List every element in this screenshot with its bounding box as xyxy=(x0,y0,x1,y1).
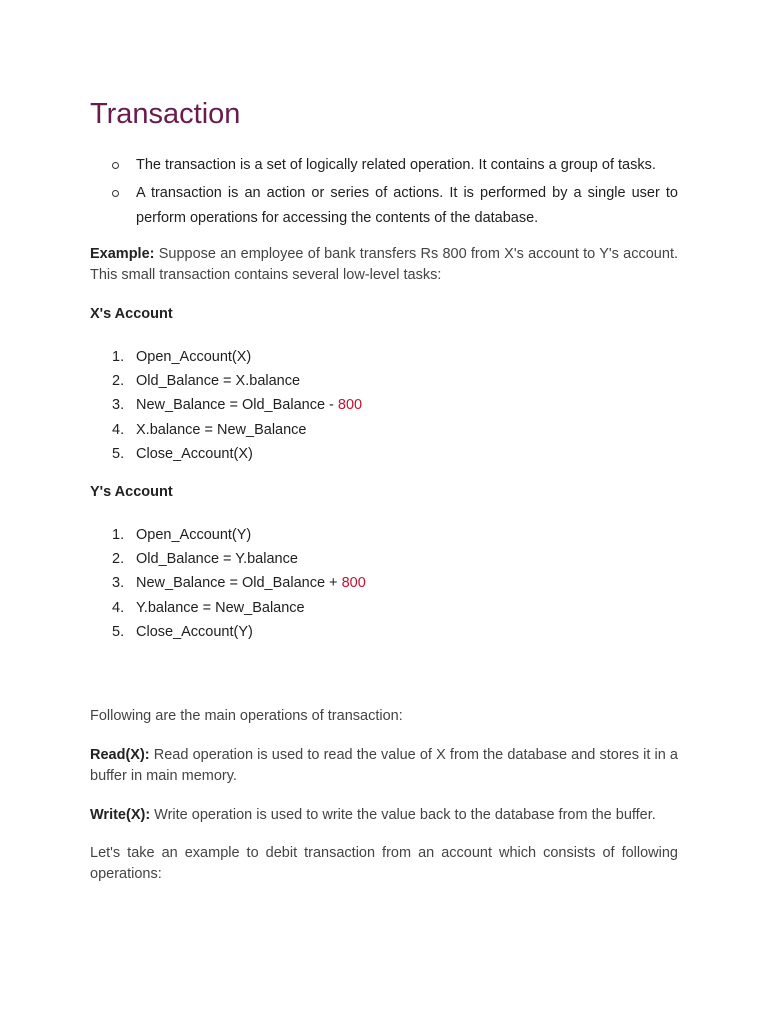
y-account-heading: Y's Account xyxy=(90,484,173,500)
amount-highlight: 800 xyxy=(337,397,363,414)
list-item xyxy=(90,547,678,571)
list-item xyxy=(90,418,678,442)
step-text: Old_Balance = X.balance xyxy=(136,373,301,390)
amount-highlight: 800 xyxy=(341,575,366,592)
step-text: New_Balance = Old_Balance - xyxy=(136,397,338,414)
y-account-steps xyxy=(90,523,678,644)
list-item xyxy=(90,369,678,393)
step-number: 2. xyxy=(112,373,125,390)
step-number: 3. xyxy=(112,575,125,592)
write-text: Write operation is used to write the value back to the database from the buffer. xyxy=(150,807,656,823)
example-paragraph xyxy=(90,244,678,286)
step-number: 1. xyxy=(112,527,125,543)
write-label: Write(X): xyxy=(90,807,151,823)
list-item xyxy=(90,523,678,547)
bullet-text: The transaction is a set of logically related operation. It contains a group of tasks. xyxy=(136,157,656,173)
step-text: Y.balance = New_Balance xyxy=(136,599,305,616)
closing-paragraph: Let's take an example to debit transaction from an account which consists of following operations: xyxy=(90,845,678,882)
write-operation-paragraph xyxy=(90,805,678,826)
step-text: X.balance = New_Balance xyxy=(136,421,307,438)
operations-intro: Following are the main operations of transaction: xyxy=(90,708,403,724)
circle-bullet-icon xyxy=(112,190,119,197)
step-text: Old_Balance = Y.balance xyxy=(136,551,298,568)
step-text: New_Balance = Old_Balance + xyxy=(136,575,342,592)
read-operation-paragraph xyxy=(90,745,678,787)
circle-bullet-icon xyxy=(112,162,119,169)
step-number: 3. xyxy=(112,397,125,414)
list-item xyxy=(90,153,678,178)
example-label: Example: xyxy=(90,246,155,262)
list-item xyxy=(90,442,678,466)
step-number: 5. xyxy=(112,445,125,462)
step-text: Close_Account(X) xyxy=(136,445,253,462)
x-account-steps xyxy=(90,345,678,466)
step-number: 2. xyxy=(112,551,125,568)
list-item xyxy=(90,345,678,369)
step-number: 4. xyxy=(112,599,125,616)
example-text: Suppose an employee of bank transfers Rs 800 from X's account to Y's account. This small transaction contains several low-level tasks: xyxy=(90,246,678,283)
read-text: Read operation is used to read the value of X from the database and stores it in a buffer in main memory. xyxy=(90,747,678,784)
definition-bullet-list xyxy=(90,153,678,234)
bullet-text: A transaction is an action or series of actions. It is performed by a single user to perform operations for accessing the contents of the database. xyxy=(136,185,678,226)
step-number: 1. xyxy=(112,349,125,365)
step-text: Close_Account(Y) xyxy=(136,623,253,640)
step-number: 4. xyxy=(112,421,125,438)
page-title: Transaction xyxy=(90,98,241,130)
list-item xyxy=(90,393,678,417)
step-text: Open_Account(X) xyxy=(136,349,252,365)
list-item xyxy=(90,620,678,644)
step-number: 5. xyxy=(112,623,125,640)
list-item xyxy=(90,571,678,595)
list-item xyxy=(90,596,678,620)
list-item xyxy=(90,181,678,231)
step-text: Open_Account(Y) xyxy=(136,527,252,543)
read-label: Read(X): xyxy=(90,747,150,763)
x-account-heading: X's Account xyxy=(90,306,173,322)
